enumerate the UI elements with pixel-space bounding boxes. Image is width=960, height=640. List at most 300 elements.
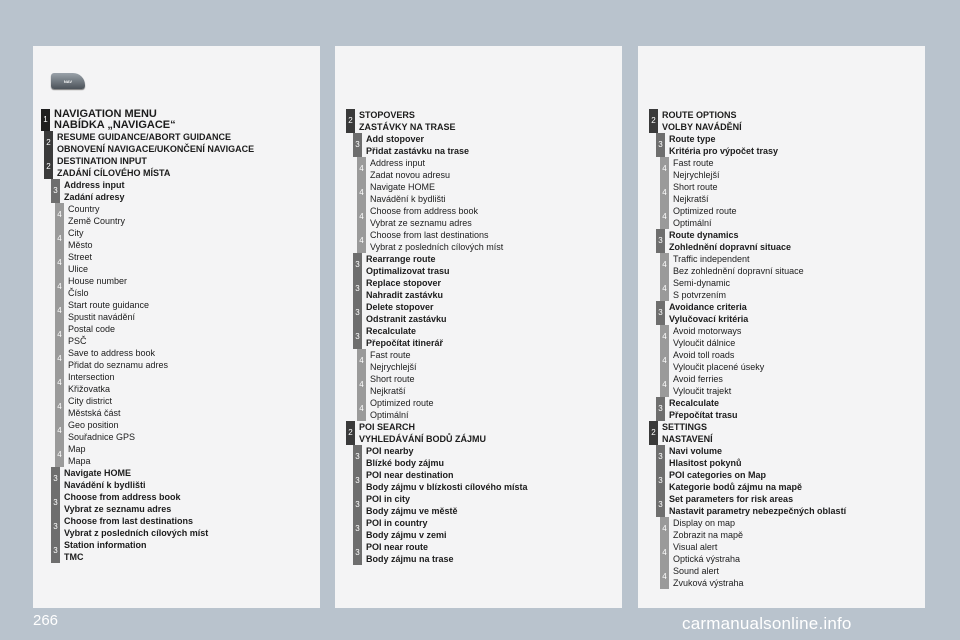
level-badge: 4	[55, 227, 64, 251]
menu-entry-level-4	[660, 157, 925, 181]
level-badge: 4	[55, 251, 64, 275]
level-badge: 4	[55, 347, 64, 371]
menu-entry-english: POI categories on Map	[669, 470, 767, 480]
menu-entry-text	[370, 205, 478, 229]
menu-entry-level-4	[55, 323, 320, 347]
menu-entry-english: Visual alert	[673, 542, 718, 552]
level-badge: 4	[357, 205, 366, 229]
menu-entry-czech: Body zájmu na trase	[366, 554, 454, 564]
menu-entry-english: Optimized route	[370, 398, 434, 408]
menu-entry-czech: Vyloučit dálnice	[673, 338, 736, 348]
menu-entry-text	[68, 323, 115, 347]
menu-entry-czech: OBNOVENÍ NAVIGACE/UKONČENÍ NAVIGACE	[57, 144, 255, 154]
level-badge: 4	[55, 371, 64, 395]
menu-entry-level-2	[649, 421, 925, 445]
menu-entry-english: Short route	[673, 182, 718, 192]
level-badge: 2	[346, 109, 355, 133]
menu-entry-czech: Bez zohlednění dopravní situace	[673, 266, 804, 276]
menu-entry-english: Address input	[64, 180, 125, 190]
menu-entry-level-2	[44, 131, 320, 155]
menu-entry-level-3	[353, 301, 622, 325]
menu-entry-english: Recalculate	[366, 326, 417, 336]
menu-entry-level-3	[353, 541, 622, 565]
menu-entry-level-4	[55, 443, 320, 467]
menu-entry-level-4	[660, 517, 925, 541]
menu-entry-czech: Město	[68, 240, 93, 250]
menu-entry-level-3	[51, 539, 320, 563]
level-badge: 4	[660, 325, 669, 349]
level-badge: 4	[357, 181, 366, 205]
menu-entry-level-4	[55, 203, 320, 227]
menu-entry-level-3	[51, 515, 320, 539]
menu-entry-text	[370, 229, 503, 253]
menu-entry-text	[669, 301, 748, 325]
menu-entry-czech: Spustit navádění	[68, 312, 136, 322]
level-badge: 4	[660, 205, 669, 229]
level-badge: 3	[353, 325, 362, 349]
menu-entry-czech: Vybrat ze seznamu adres	[370, 218, 472, 228]
menu-entry-english: Choose from address book	[370, 206, 479, 216]
menu-entry-text	[68, 443, 91, 467]
menu-entry-level-2	[649, 109, 925, 133]
menu-entry-czech: TMC	[64, 552, 84, 562]
menu-entry-czech: ZADÁNÍ CÍLOVÉHO MÍSTA	[57, 168, 171, 178]
level-badge: 3	[656, 229, 665, 253]
menu-entry-text	[673, 541, 740, 565]
menu-entry-level-4	[357, 157, 622, 181]
menu-entry-english: Choose from last destinations	[370, 230, 489, 240]
menu-entry-czech: Křižovatka	[68, 384, 111, 394]
menu-entry-text	[669, 397, 738, 421]
menu-entry-czech: VOLBY NAVÁDĚNÍ	[662, 122, 742, 132]
menu-entry-text	[366, 541, 454, 565]
menu-entry-level-3	[51, 467, 320, 491]
menu-entry-english: Optimized route	[673, 206, 737, 216]
menu-entry-text	[673, 565, 744, 589]
menu-entry-text	[673, 253, 804, 277]
menu-entry-czech: Městská část	[68, 408, 121, 418]
menu-entry-czech: Navádění k bydlišti	[370, 194, 446, 204]
menu-entry-english: NAVIGATION MENU	[54, 108, 157, 120]
menu-entry-text	[68, 347, 168, 371]
menu-entry-english: City district	[68, 396, 113, 406]
level-badge: 4	[660, 253, 669, 277]
menu-entry-english: Set parameters for risk areas	[669, 494, 794, 504]
menu-panel-route-options	[638, 46, 925, 608]
menu-entry-text	[370, 349, 417, 373]
menu-entry-czech: Optická výstraha	[673, 554, 741, 564]
menu-entry-english: POI near destination	[366, 470, 454, 480]
menu-entry-english: Traffic independent	[673, 254, 750, 264]
menu-entry-text	[68, 203, 125, 227]
menu-entry-czech: Zadat novou adresu	[370, 170, 451, 180]
menu-entry-english: Navigate HOME	[64, 468, 132, 478]
menu-entry-level-3	[353, 325, 622, 349]
menu-entry-czech: Souřadnice GPS	[68, 432, 136, 442]
level-badge: 3	[353, 541, 362, 565]
menu-entry-level-3	[353, 133, 622, 157]
menu-entry-english: DESTINATION INPUT	[57, 156, 147, 166]
menu-entry-text	[68, 299, 149, 323]
menu-entry-level-4	[357, 181, 622, 205]
menu-entry-czech: NABÍDKA „NAVIGACE“	[54, 119, 176, 131]
menu-entry-level-1	[41, 109, 320, 131]
menu-entry-level-4	[55, 371, 320, 395]
level-badge: 2	[44, 155, 53, 179]
level-badge: 4	[55, 299, 64, 323]
menu-entry-czech: Zohlednění dopravní situace	[669, 242, 792, 252]
menu-entry-czech: Zadání adresy	[64, 192, 125, 202]
menu-entry-text	[669, 133, 778, 157]
menu-entry-level-2	[346, 109, 622, 133]
menu-entry-level-4	[660, 349, 925, 373]
menu-entry-level-3	[353, 493, 622, 517]
nav-button-label: NAV	[63, 78, 73, 84]
menu-entry-czech: Navádění k bydlišti	[64, 480, 146, 490]
menu-entry-english: Rearrange route	[366, 254, 436, 264]
menu-entry-text	[64, 539, 147, 563]
level-badge: 4	[660, 541, 669, 565]
menu-entry-level-3	[51, 491, 320, 515]
level-badge: 4	[357, 229, 366, 253]
level-badge: 3	[353, 277, 362, 301]
menu-entry-english: Short route	[370, 374, 415, 384]
level-badge: 3	[656, 445, 665, 469]
menu-entry-english: Avoid motorways	[673, 326, 742, 336]
menu-entry-english: Recalculate	[669, 398, 720, 408]
menu-column-1	[33, 109, 320, 563]
menu-entry-text	[366, 133, 469, 157]
menu-entry-czech: Přepočítat itinerář	[366, 338, 444, 348]
level-badge: 3	[51, 515, 60, 539]
menu-entry-english: Navi volume	[669, 446, 723, 456]
level-badge: 4	[660, 157, 669, 181]
menu-entry-level-4	[660, 565, 925, 589]
menu-entry-czech: Mapa	[68, 456, 91, 466]
level-badge: 4	[660, 277, 669, 301]
menu-entry-czech: NASTAVENÍ	[662, 434, 713, 444]
menu-entry-text	[673, 325, 741, 349]
menu-entry-czech: Kritéria pro výpočet trasy	[669, 146, 779, 156]
level-badge: 4	[357, 397, 366, 421]
menu-entry-text	[68, 227, 93, 251]
menu-entry-level-3	[353, 277, 622, 301]
level-badge: 4	[55, 275, 64, 299]
menu-entry-english: Address input	[370, 158, 426, 168]
menu-entry-czech: Číslo	[68, 288, 89, 298]
menu-entry-czech: Přidat zastávku na trase	[366, 146, 470, 156]
level-badge: 2	[649, 421, 658, 445]
level-badge: 3	[353, 517, 362, 541]
menu-entry-text	[669, 493, 846, 517]
menu-entry-english: Start route guidance	[68, 300, 150, 310]
menu-entry-czech: Nastavit parametry nebezpečných oblastí	[669, 506, 847, 516]
menu-entry-english: Choose from address book	[64, 492, 181, 502]
level-badge: 4	[55, 323, 64, 347]
level-badge: 3	[656, 397, 665, 421]
menu-entry-czech: ZASTÁVKY NA TRASE	[359, 122, 456, 132]
menu-entry-text	[366, 517, 447, 541]
menu-panel-navigation	[33, 46, 320, 608]
menu-entry-czech: Blízké body zájmu	[366, 458, 445, 468]
menu-entry-level-4	[357, 229, 622, 253]
menu-entry-text	[370, 373, 415, 397]
menu-entry-level-4	[55, 275, 320, 299]
menu-entry-text	[366, 445, 444, 469]
menu-entry-text	[366, 325, 443, 349]
menu-entry-text	[64, 491, 181, 515]
level-badge: 4	[357, 349, 366, 373]
level-badge: 2	[346, 421, 355, 445]
menu-entry-czech: Vybrat z posledních cílových míst	[64, 528, 209, 538]
menu-entry-czech: Hlasitost pokynů	[669, 458, 742, 468]
menu-entry-english: Display on map	[673, 518, 736, 528]
menu-entry-czech: Nejrychlejší	[370, 362, 417, 372]
menu-entry-text	[68, 251, 92, 275]
menu-entry-text	[68, 419, 135, 443]
menu-entry-english: Avoid toll roads	[673, 350, 735, 360]
level-badge: 3	[656, 469, 665, 493]
menu-entry-text	[64, 515, 208, 539]
menu-entry-english: Intersection	[68, 372, 115, 382]
menu-entry-english: Fast route	[673, 158, 714, 168]
menu-entry-czech: Přidat do seznamu adres	[68, 360, 169, 370]
menu-entry-czech: Vyloučit placené úseky	[673, 362, 765, 372]
menu-entry-level-4	[660, 277, 925, 301]
level-badge: 3	[353, 493, 362, 517]
menu-entry-level-4	[55, 419, 320, 443]
menu-entry-level-3	[656, 229, 925, 253]
menu-entry-czech: Optimální	[673, 218, 712, 228]
menu-entry-text	[68, 275, 127, 299]
menu-entry-text	[366, 301, 447, 325]
menu-entry-text	[673, 205, 737, 229]
menu-entry-czech: S potvrzením	[673, 290, 727, 300]
menu-entry-text	[669, 469, 802, 493]
menu-entry-english: Postal code	[68, 324, 116, 334]
menu-entry-english: Navigate HOME	[370, 182, 436, 192]
menu-entry-text	[359, 109, 456, 133]
menu-entry-english: Save to address book	[68, 348, 156, 358]
menu-entry-english: POI in city	[366, 494, 411, 504]
menu-entry-english: POI in country	[366, 518, 428, 528]
menu-entry-level-4	[660, 373, 925, 397]
menu-entry-level-4	[357, 349, 622, 373]
level-badge: 3	[51, 179, 60, 203]
menu-entry-level-4	[660, 253, 925, 277]
menu-entry-english: STOPOVERS	[359, 110, 415, 120]
menu-column-3	[638, 109, 925, 589]
menu-entry-english: Sound alert	[673, 566, 720, 576]
menu-entry-level-4	[55, 347, 320, 371]
menu-entry-text	[68, 395, 121, 419]
menu-entry-text	[669, 445, 742, 469]
menu-entry-czech: Nejkratší	[673, 194, 709, 204]
menu-entry-level-3	[353, 469, 622, 493]
menu-entry-text	[370, 181, 446, 205]
level-badge: 3	[51, 491, 60, 515]
menu-entry-text	[673, 157, 720, 181]
menu-entry-english: Add stopover	[366, 134, 425, 144]
menu-entry-english: Street	[68, 252, 93, 262]
watermark: carmanualsonline.info	[682, 614, 852, 633]
level-badge: 4	[55, 443, 64, 467]
level-badge: 4	[55, 203, 64, 227]
menu-entry-czech: Nahradit zastávku	[366, 290, 444, 300]
menu-entry-czech: Vybrat z posledních cílových míst	[370, 242, 504, 252]
level-badge: 4	[660, 181, 669, 205]
menu-entry-level-3	[656, 445, 925, 469]
menu-entry-text	[673, 349, 764, 373]
menu-panel-stopovers	[335, 46, 622, 608]
menu-entry-czech: Země Country	[68, 216, 126, 226]
menu-entry-czech: Body zájmu ve městě	[366, 506, 458, 516]
menu-entry-text	[366, 253, 450, 277]
menu-entry-text	[359, 421, 486, 445]
menu-entry-text	[370, 157, 450, 181]
menu-entry-czech: Optimalizovat trasu	[366, 266, 450, 276]
nav-button-icon	[51, 73, 85, 89]
menu-entry-level-2	[346, 421, 622, 445]
menu-entry-english: Fast route	[370, 350, 411, 360]
menu-entry-english: POI SEARCH	[359, 422, 416, 432]
menu-entry-level-2	[44, 155, 320, 179]
level-badge: 3	[353, 469, 362, 493]
menu-entry-english: Choose from last destinations	[64, 516, 194, 526]
level-badge: 4	[357, 373, 366, 397]
menu-entry-level-3	[656, 133, 925, 157]
menu-entry-text	[54, 109, 176, 131]
menu-entry-level-3	[656, 397, 925, 421]
menu-entry-text	[673, 277, 730, 301]
menu-entry-text	[370, 397, 434, 421]
menu-entry-english: Map	[68, 444, 86, 454]
menu-entry-english: Route dynamics	[669, 230, 739, 240]
level-badge: 1	[41, 109, 50, 131]
menu-entry-text	[64, 467, 146, 491]
menu-entry-czech: PSČ	[68, 336, 87, 346]
menu-entry-text	[662, 421, 713, 445]
menu-entry-czech: Nejkratší	[370, 386, 406, 396]
menu-entry-english: City	[68, 228, 84, 238]
menu-entry-level-3	[353, 253, 622, 277]
level-badge: 4	[660, 517, 669, 541]
menu-entry-english: Delete stopover	[366, 302, 434, 312]
menu-entry-level-4	[357, 397, 622, 421]
menu-entry-level-4	[55, 299, 320, 323]
menu-entry-text	[669, 229, 791, 253]
level-badge: 3	[51, 467, 60, 491]
menu-entry-text	[57, 131, 254, 155]
level-badge: 3	[353, 445, 362, 469]
menu-entry-english: Avoid ferries	[673, 374, 723, 384]
menu-entry-text	[68, 371, 115, 395]
menu-entry-level-4	[660, 325, 925, 349]
menu-entry-level-4	[660, 541, 925, 565]
level-badge: 3	[51, 539, 60, 563]
menu-entry-czech: Nejrychlejší	[673, 170, 720, 180]
menu-entry-level-3	[656, 493, 925, 517]
menu-entry-text	[662, 109, 742, 133]
menu-column-2	[335, 109, 622, 565]
level-badge: 3	[353, 133, 362, 157]
level-badge: 4	[660, 565, 669, 589]
menu-entry-english: ROUTE OPTIONS	[662, 110, 737, 120]
level-badge: 4	[357, 157, 366, 181]
menu-entry-czech: VYHLEDÁVÁNÍ BODŮ ZÁJMU	[359, 434, 487, 444]
menu-entry-czech: Odstranit zastávku	[366, 314, 447, 324]
menu-entry-text	[366, 277, 443, 301]
level-badge: 3	[353, 253, 362, 277]
level-badge: 3	[353, 301, 362, 325]
menu-entry-text	[673, 517, 743, 541]
menu-entry-czech: Přepočítat trasu	[669, 410, 738, 420]
page-number: 266	[33, 612, 59, 629]
menu-entry-czech: Kategorie bodů zájmu na mapě	[669, 482, 803, 492]
menu-entry-czech: Vyloučit trajekt	[673, 386, 732, 396]
level-badge: 2	[44, 131, 53, 155]
menu-entry-english: POI nearby	[366, 446, 414, 456]
menu-entry-text	[366, 493, 458, 517]
level-badge: 4	[55, 395, 64, 419]
menu-entry-english: SETTINGS	[662, 422, 708, 432]
menu-entry-text	[57, 155, 170, 179]
menu-entry-czech: Optimální	[370, 410, 409, 420]
menu-entry-level-4	[357, 373, 622, 397]
level-badge: 3	[656, 301, 665, 325]
menu-entry-czech: Body zájmu v zemi	[366, 530, 447, 540]
menu-entry-level-3	[353, 445, 622, 469]
menu-entry-english: Avoidance criteria	[669, 302, 747, 312]
menu-entry-english: Station information	[64, 540, 147, 550]
menu-entry-level-4	[357, 205, 622, 229]
menu-entry-english: RESUME GUIDANCE/ABORT GUIDANCE	[57, 132, 232, 142]
level-badge: 4	[660, 349, 669, 373]
menu-entry-level-3	[656, 469, 925, 493]
menu-entry-english: House number	[68, 276, 128, 286]
menu-entry-level-4	[660, 205, 925, 229]
level-badge: 3	[656, 493, 665, 517]
menu-entry-level-4	[660, 181, 925, 205]
menu-entry-czech: Body zájmu v blízkosti cílového místa	[366, 482, 528, 492]
menu-entry-czech: Vylučovací kritéria	[669, 314, 749, 324]
menu-entry-english: POI near route	[366, 542, 429, 552]
menu-entry-english: Route type	[669, 134, 716, 144]
menu-entry-level-3	[51, 179, 320, 203]
menu-entry-level-3	[353, 517, 622, 541]
menu-entry-level-4	[55, 251, 320, 275]
menu-entry-text	[64, 179, 125, 203]
menu-entry-english: Replace stopover	[366, 278, 442, 288]
menu-entry-english: Geo position	[68, 420, 119, 430]
menu-entry-level-3	[656, 301, 925, 325]
menu-entry-english: Semi-dynamic	[673, 278, 731, 288]
menu-entry-english: Country	[68, 204, 100, 214]
menu-entry-czech: Zvuková výstraha	[673, 578, 744, 588]
level-badge: 3	[656, 133, 665, 157]
level-badge: 4	[55, 419, 64, 443]
menu-entry-czech: Ulice	[68, 264, 89, 274]
menu-entry-level-4	[55, 227, 320, 251]
level-badge: 4	[660, 373, 669, 397]
menu-entry-czech: Zobrazit na mapě	[673, 530, 744, 540]
menu-entry-level-4	[55, 395, 320, 419]
menu-entry-text	[673, 181, 718, 205]
menu-entry-text	[673, 373, 731, 397]
menu-entry-czech: Vybrat ze seznamu adres	[64, 504, 172, 514]
menu-entry-text	[366, 469, 528, 493]
level-badge: 2	[649, 109, 658, 133]
